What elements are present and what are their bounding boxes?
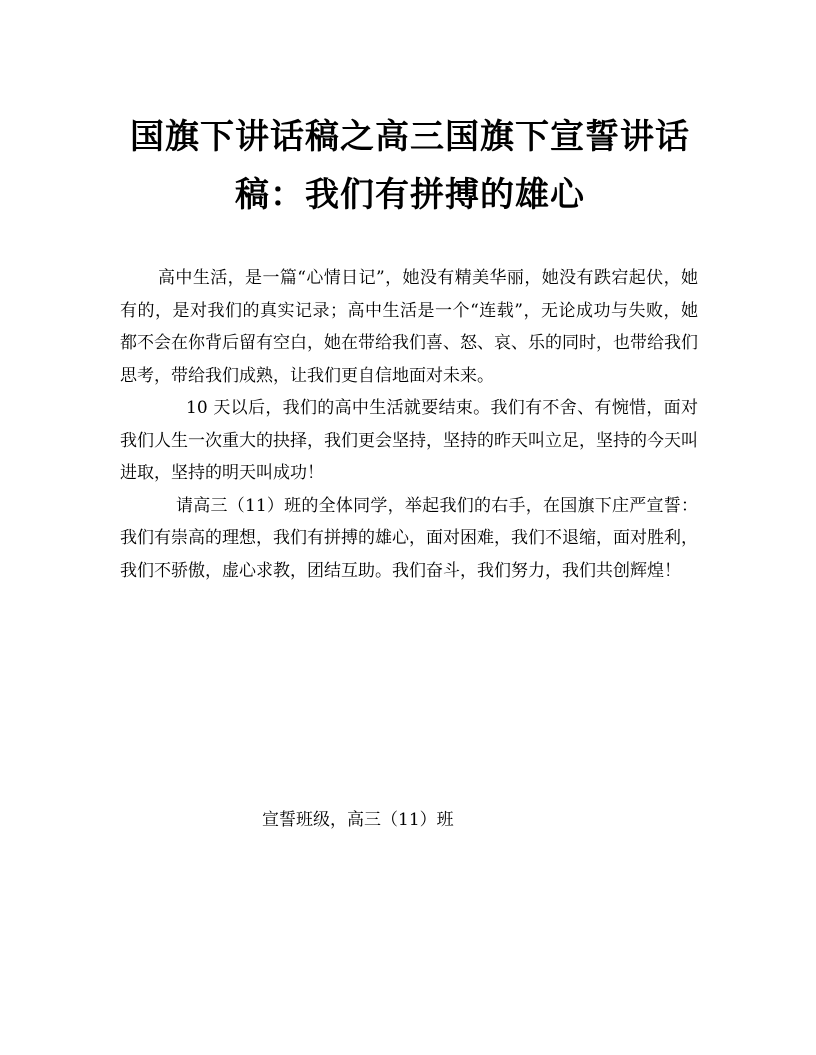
signature-line: 宣誓班级，高三（11）班 bbox=[262, 810, 454, 830]
paragraph-1: 高中生活，是一篇“心情日记”，她没有精美华丽，她没有跌宕起伏，她有的，是对我们的真实记录；高中生活是一个“连载”，无论成功与失败，她都不会在你背后留有空白，她在带给我们喜、怒、哀、乐的同时，也带给我们思考，带给我们成熟，让我们更自信地面对未来。 bbox=[120, 268, 698, 386]
document-title: 国旗下讲话稿之高三国旗下宣誓讲话稿：我们有拼搏的雄心 bbox=[130, 117, 690, 215]
paragraph-3: 请高三（11）班的全体同学，举起我们的右手，在国旗下庄严宣誓：我们有崇高的理想，我们有拼搏的雄心，面对困难，我们不退缩，面对胜利，我们不骄傲，虚心求教，团结互助。我们奋斗，我们努力，我们共创辉煌！ bbox=[120, 495, 698, 581]
document-body bbox=[120, 262, 698, 587]
paragraph-2: 10 天以后，我们的高中生活就要结束。我们有不舍、有惋惜，面对我们人生一次重大的抉择，我们更会坚持，坚持的昨天叫立足，坚持的今天叫进取，坚持的明天叫成功！ bbox=[120, 398, 698, 483]
